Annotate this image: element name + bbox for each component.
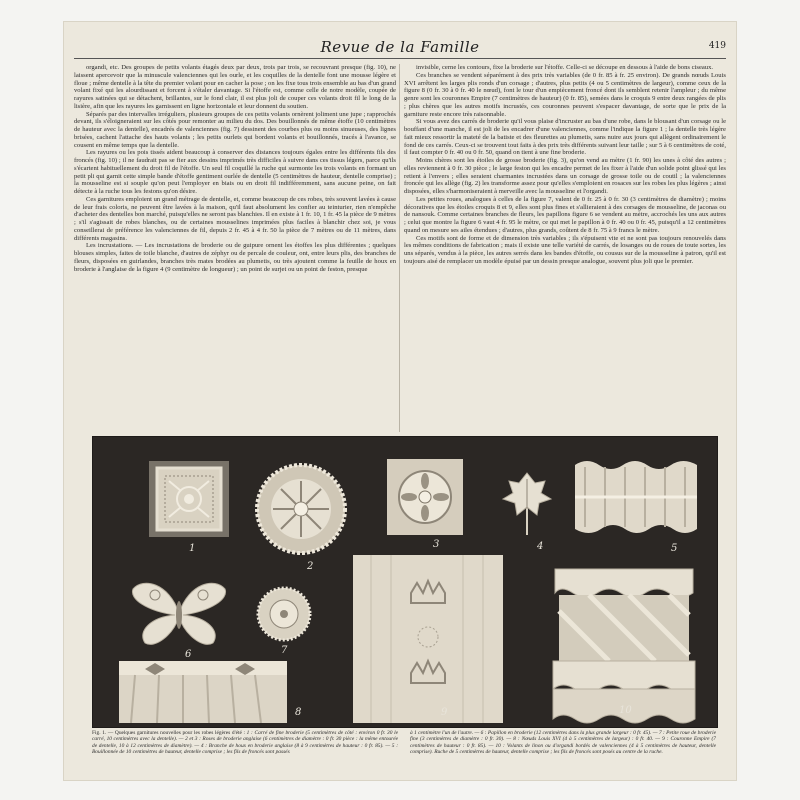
item-number: 5 (671, 543, 678, 554)
item-number: 7 (281, 645, 288, 656)
item-number: 4 (537, 541, 544, 552)
embroidered-star-image (385, 457, 465, 537)
item-number: 9 (441, 707, 448, 718)
holly-branch-image (499, 465, 555, 537)
item-number: 6 (185, 649, 192, 660)
lace-photo-plate (92, 436, 718, 728)
caption-text: à 1 centimètre l'un de l'autre. — 6 : Papillon en broderie (12 centimètres dans la plus grande largeur : 0 fr. 45). — 7 : Petite roue de broderie fine (3 centimètres de diamètre : 0 fr. 30). — 8 : Nœuds Louis XVI (4 à 5 centimètres de largeur) : 0 fr. 40. — 9 : Couronne Empire (7 centimètres de hauteur : 0 fr. 85). — 10 : Volants de linon ou d'organdi bordés de valenciennes (4 à 5 centimètres de hauteur, dentelle comprise). Ruche de 5 centimètres de hauteur, dentelle comprise ; les fils de froncés sont posés au centre de la ruche. (410, 730, 716, 755)
figure-caption (92, 730, 716, 776)
paragraph: Moins chères sont les étoiles de grosse broderie (fig. 3), qu'on vend au mètre (1 fr. 90) les unes à côté des autres ; elles reviennent à 0 fr. 30 pièce ; le large feston qui les encadre permet de les fixer à l'aide d'un solide point glissé qui les retient à l'envers ; elles seraient charmantes incrustées dans un corsage de grosse toile ou de coutil ; la valenciennes froncée qui les allège (fig. 2) les transforme assez pour qu'elles s'emploient en rosaces sur les robes les plus légères ; ainsi disposées, elles s'harmoniseraient à merveille avec la mousseline et l'organdi. (404, 157, 726, 195)
paragraph: organdi, etc. Des groupes de petits volants étagés deux par deux, trois par trois, se recouvrant presque (fig. 10), ne laissent apercevoir que la minuscule valenciennes qui les ourle, et les coquilles de la dentelle font une mousse légère et floue ; même dentelle à la tête du premier volant pour en cacher la pose ; on les fixe tous trois ensemble au bas d'un grand volant fixé qui les alourdissant et forcent à s'étaler davantage. Si l'étoffe est, comme celle de notre modèle, coupée de rayures satinées qui se détachent, brillantes, sur le fond clair, il est plus joli de couper ces volants droit fil le long de la lisière, afin que les rayures les garnissent en ligne horizontale et leur donnent du soutien. (74, 64, 396, 110)
crown-panel-image (351, 553, 505, 725)
paragraph: Les petites roues, analogues à celles de la figure 7, valent de 0 fr. 25 à 0 fr. 30 (3 centimètres de diamètre) ; moins décoratives que les étoiles croquis 8 et 9, elles sont plus fines et s'allieraient à des corsages de mousseline, de jaconas ou de nansouk. Comme certaines branches de fleurs, les papillons figure 6 se vendent au mètre, accrochés les uns aux autres ; celui que montre la figure 6 vaut 4 fr. 95 le mètre, ce qui met le papillon à 0 fr. 40 ou 0 fr. 45, puisqu'il a 12 centimètres quand on mesure ses ailes étendues ; d'autres, plus grands, coûtent de 8 fr. 75 à 9 francs le mètre. (404, 195, 726, 234)
header-rule (74, 58, 726, 59)
paragraph: Ces garnitures emploient un grand métrage de dentelle, et, comme beaucoup de ces robes, très souvent lavées à cause de leur frais coloris, ne peuvent être lavées à la maison, qu'il faut absolument les confier au teinturier, rien n'empêche d'acheter des dentelles bon marché, puisqu'elles ne seront pas blanchies. Il en existe à 1 fr. 10, 1 fr. 45 la pièce de 9 mètres ; s'il s'agissait de robes blanches, ou de certaines mousselines imprimées plus faciles à blanchir chez soi, je vous conseillerai de préférence les valenciennes de fil, depuis 2 fr. 45 à 4 fr. 50 la pièce de 7 mètres ou de 11 mètres, dans différents magasins. (74, 195, 396, 242)
item-number: 1 (189, 543, 196, 554)
butterfly-lace-image (129, 577, 229, 649)
item-number: 10 (619, 705, 632, 716)
paragraph: Ces motifs sont de forme et de dimension très variables ; ils s'épuisent vite et ne sont pas toujours renouvelés dans les mêmes conditions de fabrication ; mais il existe une telle variété de carrés, de losanges ou de roues de toute sortes, les uns séparés, vendus à la pièce, les autres serrés dans les bandes d'étoffe, ou cousus sur de la mousseline à patron, qu'il est toujours aisé de remplacer un modèle épuisé par un dessin presque analogue, souvent plus joli que le premier. (404, 234, 726, 265)
lace-rosette-image (251, 461, 351, 557)
item-number: 2 (307, 561, 314, 572)
article-column-right (404, 64, 726, 432)
paragraph: Si vous avez des carrés de broderie qu'il vous plaise d'incruster au bas d'une robe, dans le blousant d'un corsage ou le bouffant d'une manche, il est joli de les encadrer d'une valenciennes, comme l'indique la figure 1 ; la dentelle très légère fait mieux ressortir la mateté de la batiste et des fleurettes au plumetis, sans nuire aux jours qui allègent ordinairement le fond de ces carrés. Ceux-ci se trouvent tout faits à des prix très différents suivant leur taille ; sur 5 à 6 centimètres de coté, il faut compter 0 fr. 40 ou 0 fr. 50, quand on tient à une fine broderie. (404, 118, 726, 157)
column-divider (399, 64, 400, 432)
paragraph: Les rayures ou les pois tissés aident beaucoup à conserver des distances toujours égales entre les différents fils des froncés (fig. 10) ; il ne faudrait pas se fier aux dessins imprimés très difficiles à suivre dans ces tissus légers, parce qu'ils s'écartent habituellement du droit fil de l'étoffe. Un seul fil coquillé la ruche qui surmonte les trois volants en formant un petit pli qui garnit cette simple bande d'étoffe gentiment ourlée de dentelle (5 centimètres de hauteur, dentelle comprise) ; la mousseline est si souple qu'on peut l'employer en biais ou en droit fil indifféremment, sans aucune peine, on fait détecte à la ruche tous les festons qu'on désire. (74, 149, 396, 195)
caption-label: Fig. 1. — Quelques garnitures nouvelles pour les robes légères d'été : (92, 730, 246, 736)
lace-square-image (147, 459, 231, 539)
caption-text: 1 : Carré de fine broderie (5 centimètres de côté : environ 0 fr. 30 le carré, 10 centimètres avec la dentelle). — 2 et 3 : Roses de broderie anglaise (6 centimètres de diamètre : 0 fr. 30 pièce : la même entourée de dentelle, 10 à 12 centimètres de diamètre). — 4 : Branche de houx en broderie anglaise (8 à 9 centimètres de hauteur : 0 fr. 85). — 5 : Bouillonnée de 10 centimètres de hauteur, dentelle comprise ; les fils de froncés sont passés (92, 730, 398, 755)
page-number: 419 (708, 41, 726, 51)
corsage-bows-image (115, 659, 291, 723)
bouillonne-ruffle-image (571, 455, 701, 539)
paragraph: Ces branches se vendent séparément à des prix très variables (de 0 fr. 85 à fr. 25 environ). De grands nœuds Louis XVI arrêtent les larges plis ronds d'un corsage ; d'autres, plus petits (4 ou 5 centimètres de largeur), comme ceux de la figure 8 (0 fr. 30 à 0 fr. 40 le nœud), font le tour d'un empiècement froncé dont ils semblent retenir l'ampleur ; du même genre sont les couronnes Empire (7 centimètres de hauteur) (0 fr. 85), semées dans le croquis 9 entre deux rangées de plis ; plus chères que les autres motifs incrustés, ces couronnes peuvent s'espacer davantage, de sorte que le prix de la garniture reste encore très raisonnable. (404, 71, 726, 118)
caption-column-left (92, 730, 398, 755)
embroidered-wheel-image (255, 585, 313, 643)
article-column-left (74, 64, 396, 432)
item-number: 8 (295, 707, 302, 718)
caption-column-right (410, 730, 716, 755)
magazine-page (64, 22, 736, 780)
item-number: 3 (433, 539, 440, 550)
flounce-lace-image (549, 563, 699, 725)
paragraph: Les incrustations. — Les incrustations de broderie ou de guipure ornent les étoffes les plus différentes ; quelques blouses simples, faites de toile blanche, d'autres de zéphyr ou de percale de couleur, ont, entre leurs plis, des branches de fleurs, disposées en guirlandes, branches très mates brodées au plumetis, ou très ajoutent comme la feuille de houx en broderie à l'anglaise de la figure 4 (9 centimètre de longueur) ; un point de surjet ou un point de feston, presque (74, 242, 396, 273)
paragraph: Séparés par des intervalles irréguliers, plusieurs groupes de ces petits volants ornèrent joliment une jupe ; rapprochés devant, ils s'éloigneraient sur les côtés pour remonter au milieu du dos. Des bouillonnés de même étoffe (10 centimètres de hauteur avec la dentelle), encadrés de valenciennes (fig. 7) dessinent des courbes plus ou moins sinueuses, des lignes brisées, cachent l'attache des hauts volants ; les petits ourlets qui bordent volants et bouillonnés, tracés à l'avance, se cousent en même temps que la dentelle. (74, 110, 396, 149)
page-title: Revue de la Famille (320, 38, 480, 56)
paragraph: invisible, cerne les contours, fixe la broderie sur l'étoffe. Celle-ci se découpe en dessous à l'aide de bons ciseaux. (416, 64, 714, 71)
